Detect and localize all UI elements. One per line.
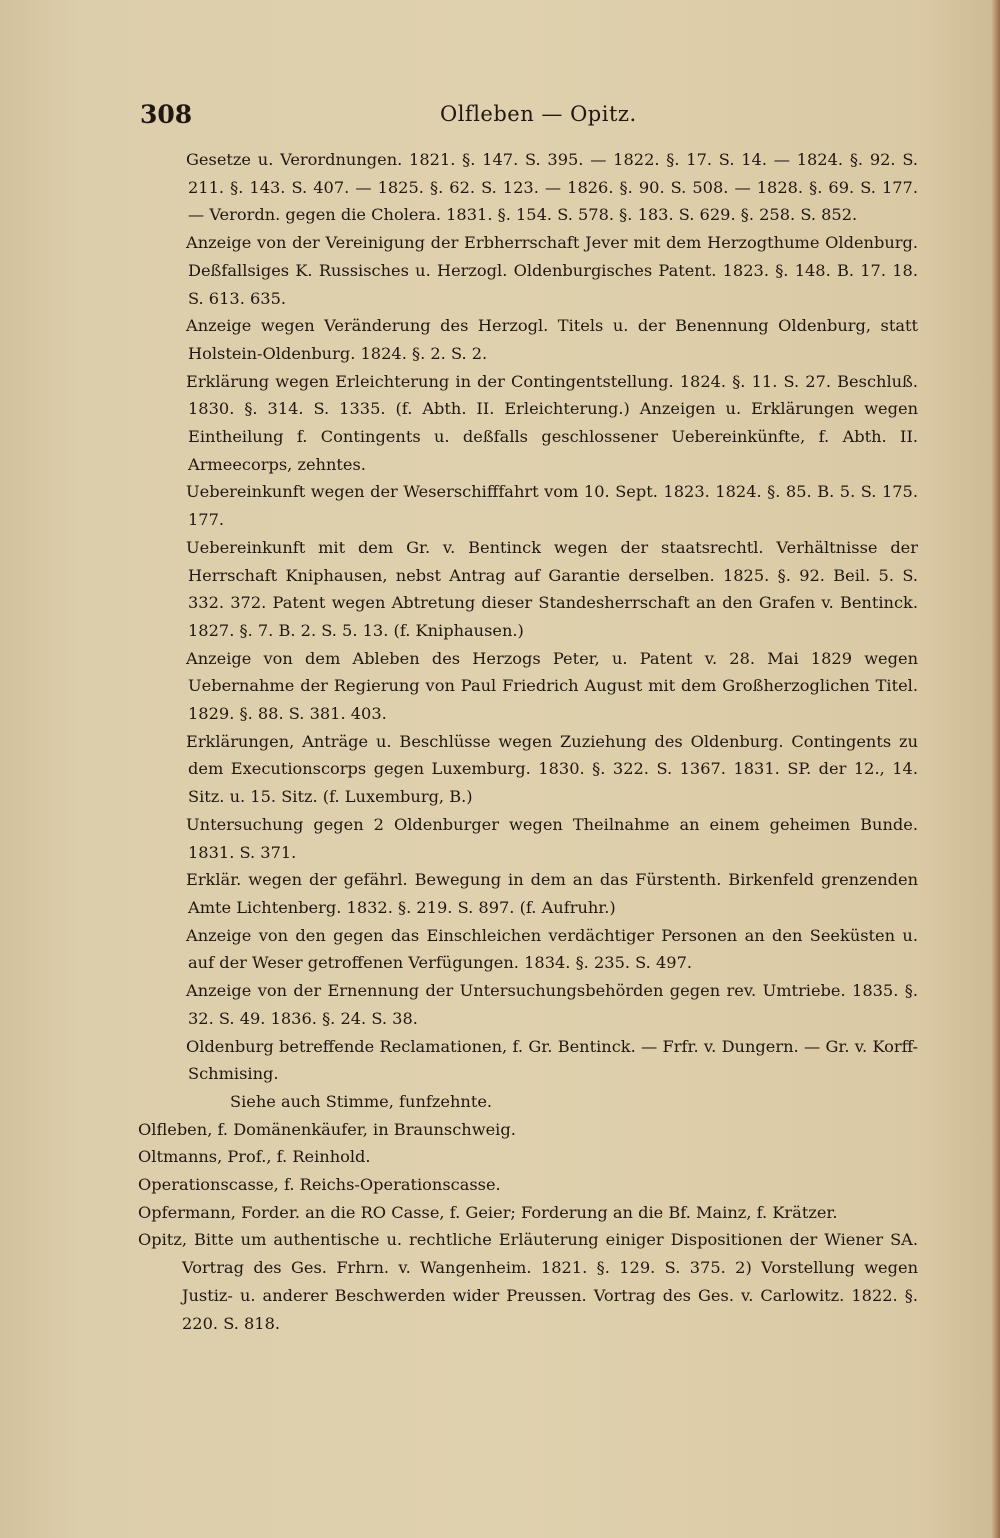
sub-entry: Anzeige von den gegen das Einschleichen verdächtiger Personen an den Seeküsten u. auf der Weser getroffenen Verfügungen. 1834. §. 235. S. 497. [186,925,918,973]
sub-entry: Oldenburg betreffende Reclamationen, f. Gr. Bentinck. — Frfr. v. Dungern. — Gr. v. Korff-Schmising. [186,1036,918,1084]
sub-entry: Erklärung wegen Erleichterung in der Contingentstellung. 1824. §. 11. S. 27. Beschluß. 1830. §. 314. S. 1335. (f. Abth. II. Erleichterung.) Anzeigen u. Erklärungen wegen Eintheilung f. Contingents u. deßfalls geschlossener Uebereinkünfte, f. Abth. II. Armeecorps, zehntes. [186,371,918,474]
sub-entry: Uebereinkunft wegen der Weserschifffahrt vom 10. Sept. 1823. 1824. §. 85. B. 5. S. 175. 177. [186,482,918,530]
running-head: Olfleben — Opitz. [440,102,637,126]
sub-entry: Anzeige wegen Veränderung des Herzogl. Titels u. der Benennung Oldenburg, statt Holstein-Oldenburg. 1824. §. 2. S. 2. [186,316,918,363]
sub-entry: Untersuchung gegen 2 Oldenburger wegen Theilnahme an einem geheimen Bunde. 1831. S. 371. [186,814,918,862]
main-entry: Operationscasse, f. Reichs-Operationscasse. [138,1175,501,1195]
see-also-reference: Siehe auch Stimme, funfzehnte. [230,1091,493,1111]
main-entry: Opitz, Bitte um authentische u. rechtliche Erläuterung einiger Dispositionen der Wiener SA. Vortrag des Ges. Frhrn. v. Wangenheim. 1821. §. 129. S. 375. 2) Vorstellung wegen Justiz- u. anderer Beschwerden wider Preussen. Vortrag des Ges. v. Carlowitz. 1822. §. 220. S. 818. [138,1230,918,1333]
main-entry: Opfermann, Forder. an die RO Casse, f. Geier; Forderung an die Bf. Mainz, f. Krätzer. [138,1202,838,1222]
sub-entry: Anzeige von der Ernennung der Untersuchungsbehörden gegen rev. Umtriebe. 1835. §. 32. S. 49. 1836. §. 24. S. 38. [186,981,918,1028]
page-header [140,100,940,140]
main-entry: Oltmanns, Prof., f. Reinhold. [138,1147,371,1167]
sub-entry: Uebereinkunft mit dem Gr. v. Bentinck wegen der staatsrechtl. Verhältnisse der Herrschaft Kniphausen, nebst Antrag auf Garantie derselben. 1825. §. 92. Beil. 5. S. 332. 372. Patent wegen Abtretung dieser Standesherrschaft an den Grafen v. Bentinck. 1827. §. 7. B. 2. S. 5. 13. (f. Kniphausen.) [186,537,918,640]
page-number: 308 [140,100,193,129]
sub-entry: Gesetze u. Verordnungen. 1821. §. 147. S. 395. — 1822. §. 17. S. 14. — 1824. §. 92. S. 211. §. 143. S. 407. — 1825. §. 62. S. 123. — 1826. §. 90. S. 508. — 1828. §. 69. S. 177. — Verordn. gegen die Cholera. 1831. §. 154. S. 578. §. 183. S. 629. §. 258. S. 852. [186,150,918,225]
sub-entry: Anzeige von dem Ableben des Herzogs Peter, u. Patent v. 28. Mai 1829 wegen Uebernahme der Regierung von Paul Friedrich August mit dem Großherzoglichen Titel. 1829. §. 88. S. 381. 403. [186,648,918,724]
index-content [138,146,918,1337]
sub-entry: Erklärungen, Anträge u. Beschlüsse wegen Zuziehung des Oldenburg. Contingents zu dem Executionscorps gegen Luxemburg. 1830. §. 322. S. 1367. 1831. SP. der 12., 14. Sitz. u. 15. Sitz. (f. Luxemburg, B.) [186,731,918,807]
page-edge [992,0,1000,1538]
sub-entry: Erklär. wegen der gefährl. Bewegung in dem an das Fürstenth. Birkenfeld grenzenden Amte Lichtenberg. 1832. §. 219. S. 897. (f. Aufruhr.) [186,870,918,917]
main-entry: Olfleben, f. Domänenkäufer, in Braunschweig. [138,1119,516,1139]
sub-entry: Anzeige von der Vereinigung der Erbherrschaft Jever mit dem Herzogthume Oldenburg. Deßfallsiges K. Russisches u. Herzogl. Oldenburgisches Patent. 1823. §. 148. B. 17. 18. S. 613. 635. [186,233,918,308]
